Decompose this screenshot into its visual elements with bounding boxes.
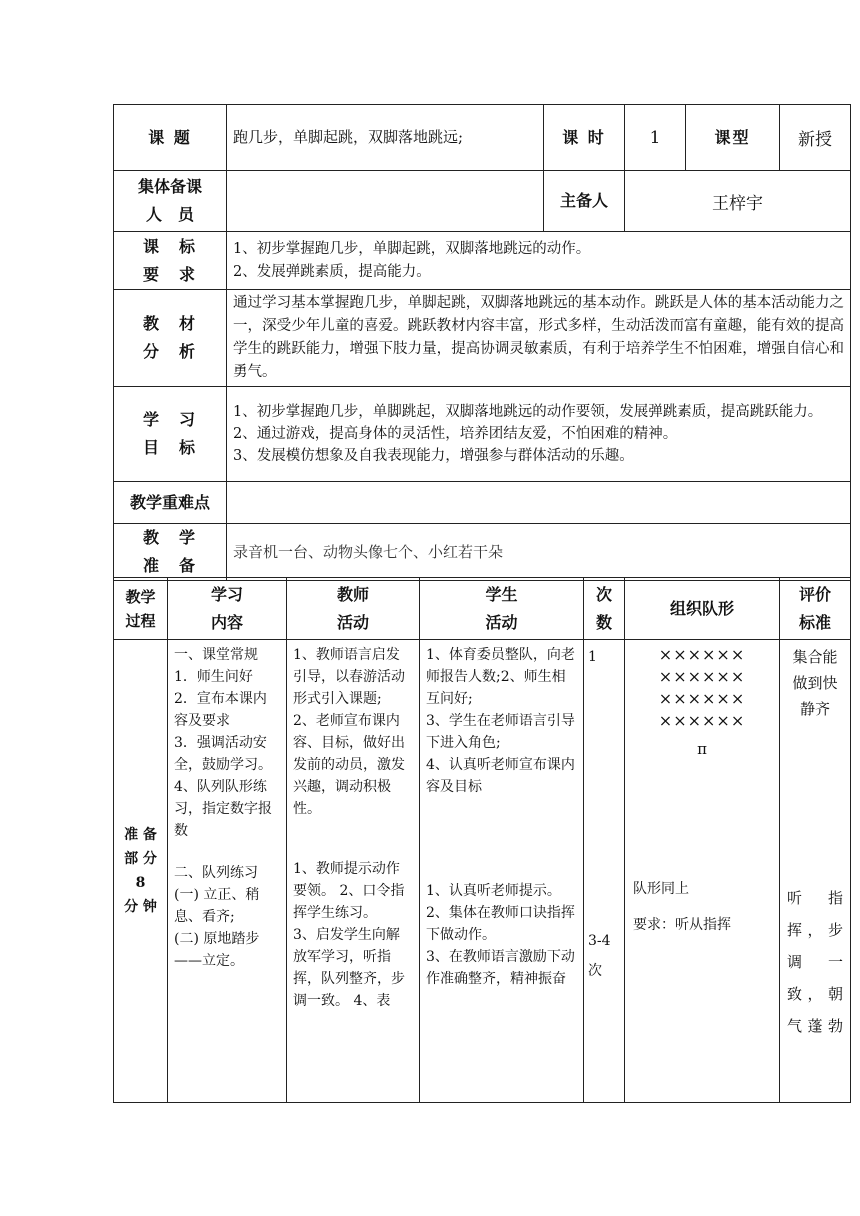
teacher-cell [287,640,420,1103]
group-label [114,171,227,232]
eval-line: 调 一 [787,953,843,971]
times-value: 1 [588,649,597,665]
eval-header-line2: 标准 [798,612,831,632]
prep-row [114,524,851,581]
group-row [114,171,851,232]
content-line: (一) 立正、稍息、看齐; [174,887,260,925]
prep-section-row [114,640,851,1103]
hours-label: 课 时 [544,105,625,171]
teacher-line: 1、教师语言启发引导，以春游活动形式引入课题; [293,647,405,707]
times-value: 次 [588,963,602,979]
difficulty-row [114,482,851,524]
prep-label-line1: 教 学 [142,528,197,547]
standard-label-line1: 课 标 [142,236,197,256]
formation-row: ×××××× [658,689,746,708]
objectives-content [227,387,851,482]
eval-line: 挥，步 [787,921,843,939]
analysis-label-line2: 分 析 [142,342,197,361]
standard-label-line2: 要 求 [142,264,197,284]
eval-line: 气蓬勃 [787,1017,843,1035]
topic-value: 跑几步，单脚起跳，双脚落地跳远; [227,105,544,171]
standard-label [114,232,227,290]
teacher-line: 调一致。 4、表 [293,993,391,1009]
analysis-label [114,290,227,387]
teacher-line: 1、教师提示动作要领。 2、口令指挥学生练习。 [293,861,405,921]
content-line: 二、队列练习 [174,865,258,881]
standard-content [227,232,851,290]
teacher-position-symbol: π [697,740,707,758]
content-line: 2．宣布本课内容及要求 [174,691,267,729]
type-label: 课型 [686,105,780,171]
prep-label-line2: 准 备 [142,556,197,575]
objective-line: 1、初步掌握跑几步，单脚跳起，双脚落地跳远的动作要领，发展弹跳素质，提高跳跃能力。 [233,404,823,420]
teacher-header-line1: 教师 [336,584,369,604]
analysis-row [114,290,851,387]
content-line: 一、课堂常规 [174,647,258,663]
topic-row [114,105,851,171]
main-prep-label: 主备人 [544,171,625,232]
student-header-line1: 学生 [485,584,518,604]
student-line: 1、体育委员整队，向老师报告人数;2、师生相互问好; [426,647,575,707]
type-value: 新授 [780,105,851,171]
process-header-row [114,578,851,640]
student-cell [420,640,584,1103]
stage-line: 部 分 [124,851,157,867]
process-header [114,578,168,640]
topic-label: 课 题 [114,105,227,171]
stage-line: 8 [135,875,146,891]
standard-line: 1、初步掌握跑几步，单脚起跳，双脚落地跳远的动作。 [233,240,591,257]
eval-line: 静齐 [799,700,830,718]
eval-line: 集合能 [792,648,838,666]
teacher-line: 2、老师宣布课内容、目标，做好出发前的动员，激发兴趣，调动积极性。 [293,713,405,817]
stage-line: 准 备 [124,827,157,843]
student-header [420,578,584,640]
formation-row: ×××××× [658,711,746,730]
eval-header-line1: 评价 [798,584,831,604]
stage-label [114,640,168,1103]
times-header-line1: 次 [595,584,612,604]
formation-requirement: 要求：听从指挥 [633,917,731,933]
difficulty-label: 教学重难点 [114,482,227,524]
difficulty-value [227,482,851,524]
formation-cell [625,640,780,1103]
student-header-line2: 活动 [485,612,518,632]
times-header-line2: 数 [595,612,612,632]
student-line: 3、在教师语言激励下动作准确整齐，精神振奋 [426,949,575,987]
group-label-line2: 人 员 [145,205,194,224]
objectives-label-line1: 学 习 [142,410,197,429]
times-cell [584,640,625,1103]
content-line: (二) 原地踏步——立定。 [174,931,260,969]
group-label-line1: 集体备课 [137,177,202,196]
teacher-header [287,578,420,640]
content-header-line1: 学习 [210,584,243,604]
objective-line: 3、发展模仿想象及自我表现能力，增强参与群体活动的乐趣。 [233,448,634,464]
content-line: 4、队列队形练习，指定数字报数 [174,779,272,839]
eval-line: 做到快 [792,674,838,692]
analysis-label-line1: 教 材 [142,314,197,333]
objective-line: 2、通过游戏，提高身体的灵活性，培养团结友爱，不怕困难的精神。 [233,426,678,442]
content-header-line2: 内容 [210,612,243,632]
main-prep-value: 王梓宇 [625,171,851,232]
analysis-content: 通过学习基本掌握跑几步，单脚起跳，双脚落地跳远的基本动作。跳跃是人体的基本活动能力之一，深受少年儿童的喜爱。跳跃教材内容丰富，形式多样，生动活泼而富有童趣，能有效的提高学生的跳跃能力，增强下肢力量，提高协调灵敏素质，有利于培养学生不怕困难，增强自信心和勇气。 [227,290,851,387]
student-line: 1、认真听老师提示。 [426,883,561,899]
group-value [227,171,544,232]
objectives-row [114,387,851,482]
content-cell [168,640,287,1103]
objectives-label-line2: 目 标 [142,438,197,457]
student-line: 2、集体在教师口诀指挥下做动作。 [426,905,575,943]
content-line: 1．师生问好 [174,669,253,685]
teacher-header-line2: 活动 [336,612,369,632]
eval-line: 听 指 [787,889,843,907]
standard-row [114,232,851,290]
content-header [168,578,287,640]
eval-header [780,578,851,640]
objectives-label [114,387,227,482]
teacher-line: 3、启发学生向解放军学习，听指挥，队列整齐，步 [293,927,405,987]
formation-row: ×××××× [658,667,746,686]
eval-line: 致，朝 [787,985,843,1003]
stage-line: 分 钟 [124,899,157,915]
lesson-info-table [113,104,851,581]
prep-label [114,524,227,581]
times-header [584,578,625,640]
formation-row: ×××××× [658,645,746,664]
formation-note: 队形同上 [633,881,689,897]
formation-header: 组织队形 [625,578,780,640]
student-line: 4、认真听老师宣布课内容及目标 [426,757,575,795]
student-line: 3、学生在老师语言引导下进入角色; [426,713,575,751]
process-header-line1: 教学 [125,587,156,606]
process-table [113,577,851,1103]
hours-value: 1 [625,105,686,171]
standard-line: 2、发展弹跳素质，提高能力。 [233,263,431,280]
times-value: 3-4 [588,933,611,949]
content-line: 3．强调活动安全，鼓励学习。 [174,735,272,773]
prep-value: 录音机一台、动物头像七个、小红若干朵 [227,524,851,581]
eval-cell [780,640,851,1103]
process-header-line2: 过程 [125,611,156,630]
